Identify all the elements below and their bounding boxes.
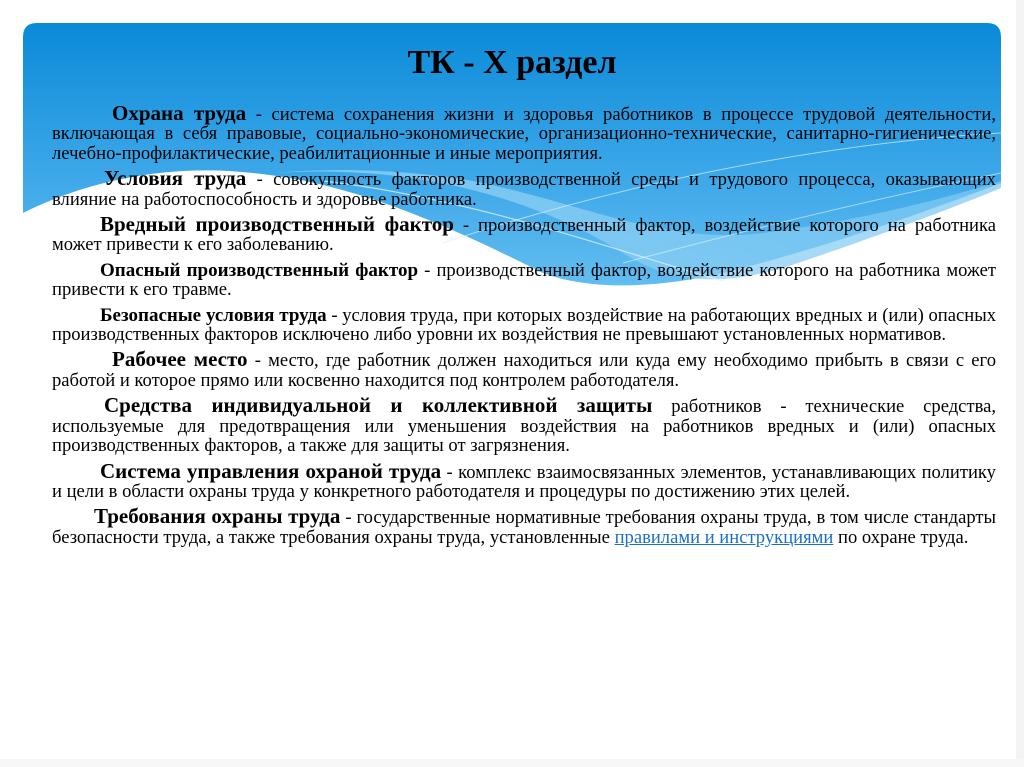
definition-term: Охрана труда	[112, 101, 247, 125]
definition-term: Безопасные условия труда	[100, 304, 327, 326]
definition-working-conditions	[52, 166, 996, 210]
definition-text: - производственный фактор, воздействие которого на работника может привести к его травме.	[52, 259, 996, 301]
rules-instructions-link[interactable]: правилами и инструкциями	[614, 526, 834, 548]
definition-labor-requirements	[52, 504, 996, 548]
definition-term: Условия труда	[104, 166, 247, 191]
definition-safe-conditions	[52, 306, 996, 345]
definition-text: - совокупность факторов производственной среды и трудового процесса, оказывающих влияние на работоспособность и здоровье работника.	[52, 169, 996, 210]
definition-text: работников - технические средства, используемые для предотвращения или уменьшения воздействия на работников вредных и (или) опасных производственных факторов, а также для защиты от загрязнения.	[52, 396, 997, 457]
slide-right-edge	[1016, 0, 1024, 767]
slide-title: ТК - X раздел	[407, 44, 617, 81]
definition-labor-protection	[52, 101, 996, 164]
slide-bottom-edge	[0, 759, 1024, 767]
definition-text: - комплекс взаимосвязанных элементов, устанавливающих политику и цели в области охраны труда у конкретного работодателя и процедуры по достижению этих целей.	[52, 461, 996, 502]
definitions-list	[52, 101, 997, 553]
definition-dangerous-factor	[52, 261, 996, 300]
definition-term: Опасный производственный фактор	[100, 259, 419, 281]
definition-workplace	[52, 347, 996, 391]
definition-text: - система сохранения жизни и здоровья работников в процессе трудовой деятельности, включающая в себя правовые, социально-экономические, организационно-технические, санитарно-гигиенические, лечебно-профилактические, реабилитационные и иные мероприятия.	[52, 104, 996, 164]
definition-term: Рабочее место	[112, 347, 248, 372]
definition-text: - производственный фактор, воздействие которого на работника может привести к его заболеванию.	[52, 215, 996, 256]
definition-term: Требования охраны труда	[94, 504, 341, 529]
definition-term: Вредный производственный фактор	[100, 212, 454, 237]
definition-text: - государственные нормативные требования охраны труда, в том числе стандарты безопасности труда, а также требования охраны труда, установленные	[52, 507, 996, 548]
definition-term: Система управления охраной труда	[100, 458, 442, 483]
definition-term: Средства индивидуальной и коллективной защиты	[104, 393, 653, 418]
definition-protective-equipment	[52, 393, 997, 457]
definition-text-after: по охране труда.	[833, 526, 969, 548]
definition-text: - условия труда, при которых воздействие на работающих вредных и (или) опасных производственных факторов исключено либо уровни их воздействия не превышают установленных нормативов.	[52, 304, 996, 346]
definition-text: - место, где работник должен находиться или куда ему необходимо прибыть в связи с его работой и которое прямо или косвенно находится под контролем работодателя.	[52, 350, 996, 391]
definition-harmful-factor	[52, 212, 996, 256]
definition-management-system	[52, 458, 996, 502]
